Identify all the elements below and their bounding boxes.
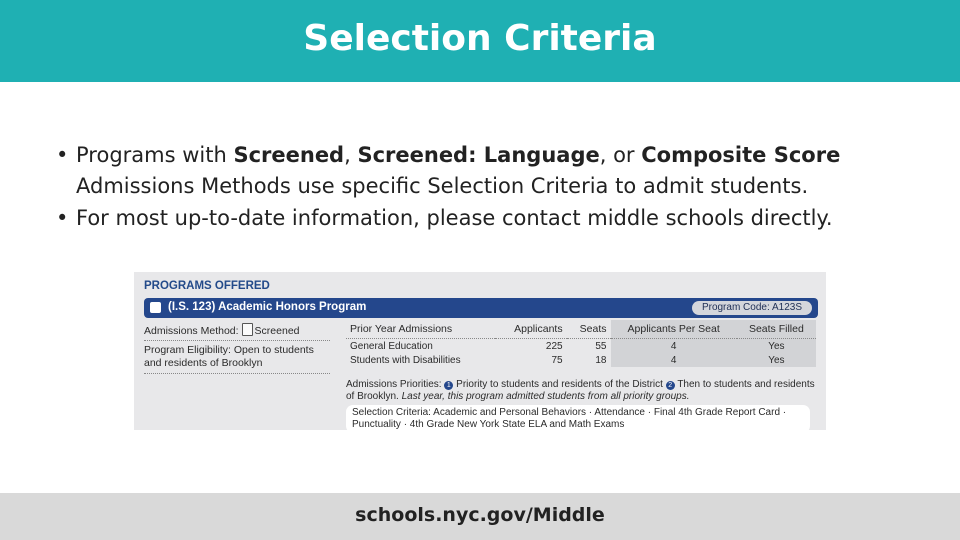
priorities-label: Admissions Priorities: bbox=[346, 379, 442, 390]
bullet-list bbox=[54, 140, 934, 235]
table-cell: General Education bbox=[350, 340, 433, 352]
bullet-bold-term: Screened bbox=[233, 143, 345, 167]
table-cell: 4 bbox=[611, 353, 737, 367]
admissions-info bbox=[346, 320, 818, 430]
priority-number-icon: 1 bbox=[444, 381, 453, 390]
bullet-glyph: • bbox=[56, 206, 69, 230]
bullet-text: , bbox=[344, 143, 358, 167]
priority-number-icon: 2 bbox=[666, 381, 675, 390]
table-cell: Yes bbox=[737, 353, 816, 367]
table-header-row bbox=[346, 320, 816, 339]
criteria-label: Selection Criteria: bbox=[352, 407, 431, 418]
programs-offered-heading: PROGRAMS OFFERED bbox=[144, 280, 270, 292]
eligibility-value: Open to students and residents of Brooklyn bbox=[144, 344, 314, 369]
priority-text: Priority to students and residents of the District bbox=[456, 379, 663, 390]
program-code-badge: Program Code: A123S bbox=[692, 301, 812, 315]
directory-excerpt-image bbox=[134, 272, 826, 430]
bullet-item bbox=[54, 140, 934, 202]
program-name: (I.S. 123) Academic Honors Program bbox=[168, 301, 367, 313]
checkbox-icon bbox=[150, 302, 161, 313]
bullet-glyph: • bbox=[56, 143, 69, 167]
program-header-bar bbox=[144, 298, 818, 318]
website-link[interactable]: schools.nyc.gov/Middle bbox=[355, 504, 605, 526]
footer-bar bbox=[0, 493, 960, 540]
column-header: Applicants bbox=[495, 320, 566, 339]
table-cell: 225 bbox=[545, 340, 563, 352]
table-cell: 75 bbox=[551, 354, 563, 366]
table-row bbox=[346, 353, 816, 367]
table-cell: Students with Disabilities bbox=[350, 354, 461, 366]
page-title: Selection Criteria bbox=[303, 18, 657, 59]
bullet-bold-term: Composite Score bbox=[641, 143, 841, 167]
table-cell: 4 bbox=[611, 339, 737, 354]
table-cell: 55 bbox=[595, 340, 607, 352]
notepad-icon bbox=[242, 323, 253, 336]
program-details bbox=[144, 322, 330, 374]
eligibility-label: Program Eligibility: bbox=[144, 344, 231, 356]
criteria-text: Academic and Personal Behaviors · Attendance · Final 4th Grade Report Card · Punctuality · 4th Grade New York State ELA and Math Exams bbox=[352, 407, 787, 430]
column-header: Prior Year Admissions bbox=[346, 320, 495, 339]
admissions-priorities bbox=[346, 379, 818, 403]
column-header: Seats bbox=[567, 320, 611, 339]
bullet-text: Admissions Methods use specific Selection Criteria to admit students. bbox=[76, 174, 809, 198]
column-header: Applicants Per Seat bbox=[611, 320, 737, 339]
admissions-method-label: Admissions Method: bbox=[144, 325, 239, 337]
table-cell: 18 bbox=[595, 354, 607, 366]
title-bar bbox=[0, 0, 960, 82]
program-eligibility bbox=[144, 344, 330, 374]
bullet-text: For most up-to-date information, please contact middle schools directly. bbox=[76, 206, 833, 230]
bullet-text: , or bbox=[599, 143, 642, 167]
admissions-method bbox=[144, 322, 330, 341]
column-header: Seats Filled bbox=[737, 320, 816, 339]
table-row bbox=[346, 339, 816, 354]
priority-text: Then to students and residents of Brooklyn. bbox=[346, 379, 815, 402]
prior-year-admissions-table bbox=[346, 320, 816, 367]
table-cell: Yes bbox=[737, 339, 816, 354]
admissions-method-value: Screened bbox=[254, 325, 300, 337]
priority-note: Last year, this program admitted students from all priority groups. bbox=[401, 391, 690, 402]
selection-criteria bbox=[346, 405, 810, 430]
bullet-item bbox=[54, 203, 934, 234]
bullet-bold-term: Screened: Language bbox=[357, 143, 600, 167]
bullet-text: Programs with bbox=[76, 143, 234, 167]
